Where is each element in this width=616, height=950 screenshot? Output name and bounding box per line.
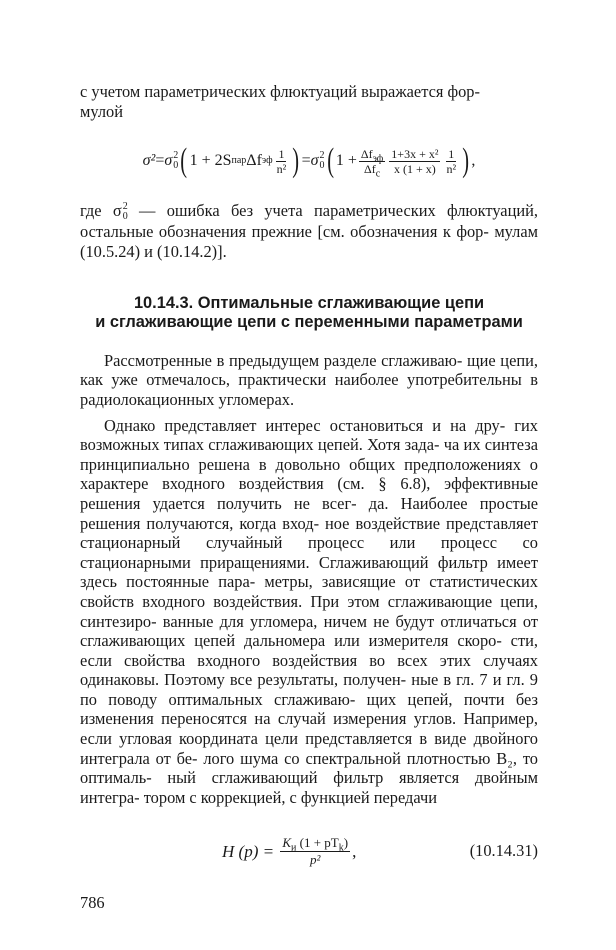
formula-eq-1: =: [155, 152, 165, 170]
formula-plus-b: +: [347, 152, 357, 170]
formula-1-comma: ,: [471, 152, 476, 170]
intro-line-1: с учетом параметрических флюктуаций выражается фор-: [80, 82, 480, 101]
sigma0-indices-a: 2 0: [173, 150, 179, 172]
paren-open-2: (: [326, 142, 334, 180]
where-line-3: мулам (10.5.24) и (10.14.2)].: [80, 222, 538, 262]
formula-2-den: p²: [309, 851, 321, 867]
formula-eq-2: =: [301, 152, 311, 170]
formula-sigma0-b: σ: [310, 152, 319, 170]
formula-2-num: $K_и$ $(1 + pT_k)$: [282, 834, 349, 854]
where-line-1-rest: — ошибка без учета параметрических флюктуаций,: [127, 201, 538, 221]
frac-1-num: 1: [278, 146, 285, 161]
formula-one-a: 1: [189, 152, 198, 170]
where-sigma-indices: 2 0: [122, 201, 128, 223]
formula-frac-1: [275, 147, 289, 176]
formula-plus-a: +: [201, 152, 211, 170]
page-number: 786: [80, 893, 105, 912]
formula-2-comma: ,: [352, 841, 357, 861]
intro-paragraph: [80, 82, 538, 121]
formula-frac-2: [359, 146, 385, 180]
where-lead: где σ: [80, 201, 122, 221]
formula-2s: 2S: [214, 152, 232, 170]
paren-close-2: ): [462, 142, 470, 180]
section-heading-line-2: и сглаживающие цепи с переменными параметрами: [95, 313, 523, 332]
frac-1-den: n²: [276, 161, 287, 176]
where-paragraph: [80, 201, 538, 261]
frac-2-den: $\Delta f_c$: [363, 161, 381, 180]
formula-sigma: σ² = σ 2 0 ( 1 + 2S пар Δf эф $\frac{1}{\text{n²}}$ ) = σ 2 0 ( 1 + $\frac{\Delta f_{эф}}{\Delta f_c}$ $\frac{\text{1+3x + x²}}{x (1 + x)}$ $\frac{1}{\text{n²}}$ ) ,: [142, 142, 476, 180]
formula-one-b: 1: [335, 152, 344, 170]
paren-open-1: (: [180, 142, 188, 180]
frac-4-den: n²: [446, 161, 457, 176]
formula-frac-3: [389, 147, 440, 176]
formula-transfer-function: [80, 829, 538, 873]
formula-sigma-lhs: σ²: [142, 152, 156, 170]
formula-sigma0-a: σ: [164, 152, 173, 170]
paragraph-1: Рассмотренные в предыдущем разделе сглаживаю- щие цепи, как уже отмечалось, практически наиболее употребительны в радиолокационных угломерах.: [80, 350, 538, 409]
formula-2-frac: [280, 835, 350, 868]
formula-2-expression: [222, 829, 356, 873]
frac-2-num: $\Delta f_{эф}$: [360, 146, 384, 165]
formula-df: Δf: [246, 152, 262, 170]
frac-4-num: 1: [448, 146, 455, 161]
paragraph-2: Однако представляет интерес остановиться и на дру- гих возможных типах сглаживающих цепей. Хотя зада- ча их синтеза принципиально решена в довольно общих предположениях о характере входного воздействия (см. § 6.8), эффективные решения удается получить не всег- да. Наиболее простые решения получаются, когда вход- ное воздействие представляет стационарный случайный процесс или процесс со стационарными приращениями. Сглаживающий фильтр имеет здесь постоянные пара- метры, зависящие от статистических свойств входного воздействия. При этом сглаживающие цепи, синтезиро- ванные для угломера, ничем не будут отличаться от сглаживающих цепей дальномера или измерителя скоро- сти, если свойства входного воздействия во всех этих случаях одинаковы. Поэтому все результаты, получен- ные в гл. 7 и гл. 9 по поводу оптимальных сглаживаю- щих цепей, почти без изменения переносятся на случай измерения углов. Например, если угловая координата цели представляется в виде двойного интеграла от бе- лого шума со спектральной плотностью B₂, то оптималь- ный сглаживающий фильтр является двойным интегра- тором с коррекцией, с функцией передачи: [80, 415, 538, 807]
page-body: [80, 82, 538, 873]
formula-frac-4: [444, 147, 458, 176]
equation-number: (10.14.31): [469, 841, 538, 861]
sigma0-indices-b: 2 0: [319, 150, 325, 172]
where-line-2: остальные обозначения прежние [см. обозначения к фор-: [80, 222, 489, 242]
paren-close-1: ): [292, 142, 300, 180]
section-heading: [80, 294, 538, 333]
section-heading-line-1: 10.14.3. Оптимальные сглаживающие цепи: [133, 293, 485, 312]
frac-3-num: 1+3x + x²: [391, 146, 439, 161]
frac-3-den: x (1 + x): [393, 161, 436, 176]
intro-line-2: мулой: [80, 101, 123, 121]
formula-2-lhs: H (p) =: [222, 841, 275, 861]
